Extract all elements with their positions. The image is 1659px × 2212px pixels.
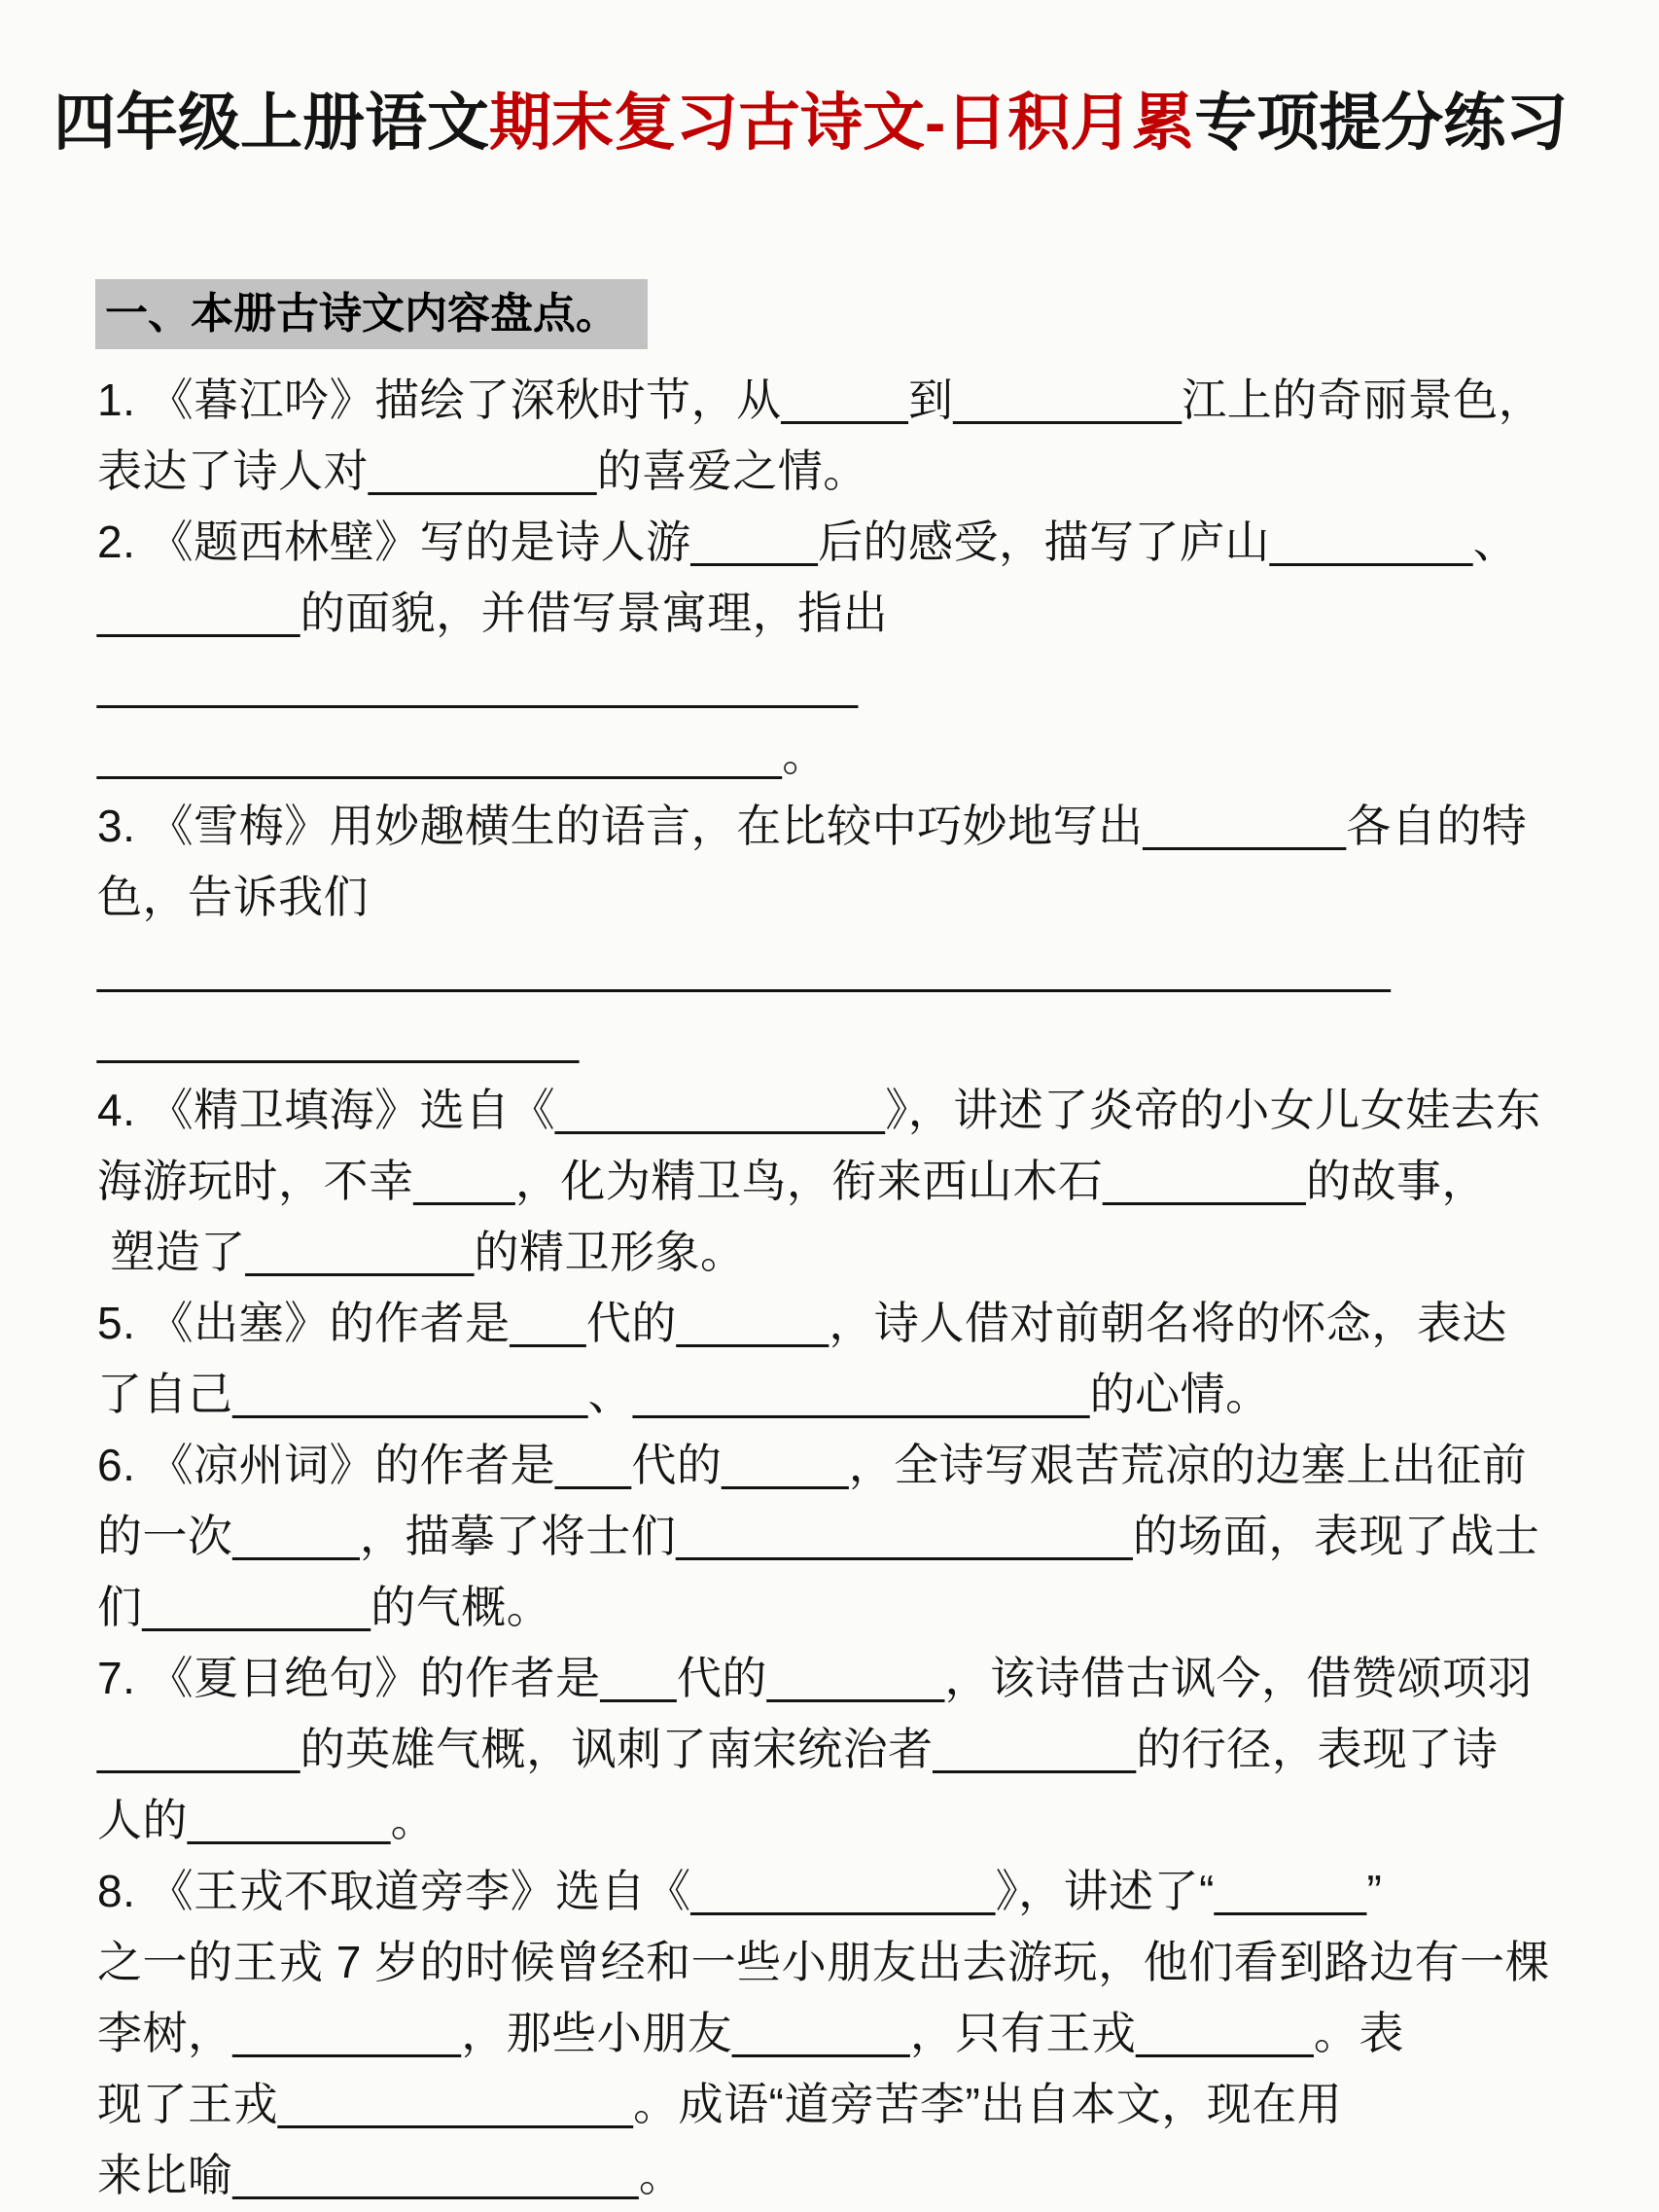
- worksheet-line: 的一次_____，描摹了将士们__________________的场面，表现了战士: [97, 1511, 1540, 1561]
- worksheet-line: 了自己______________、__________________的心情。: [97, 1369, 1271, 1419]
- worksheet-line: ________的英雄气概，讽刺了南宋统治者________的行径，表现了诗: [97, 1724, 1499, 1774]
- worksheet-line: ___________________________。: [97, 730, 828, 780]
- worksheet-line: 海游玩时，不幸____，化为精卫鸟，衔来西山木石________的故事，: [97, 1156, 1487, 1206]
- title-part-black-2: 专项提分练习: [1194, 88, 1569, 158]
- worksheet-line: 1. 《暮江吟》描绘了深秋时节，从_____到_________江上的奇丽景色，: [97, 375, 1544, 425]
- worksheet-line: 6. 《凉州词》的作者是___代的_____，全诗写艰苦荒凉的边塞上出征前: [97, 1440, 1528, 1490]
- worksheet-line: ________的面貌，并借写景寓理，指出______________________________: [97, 588, 889, 709]
- worksheet-line: 2. 《题西林壁》写的是诗人游_____后的感受，描写了庐山________、: [97, 517, 1519, 567]
- worksheet-line: 来比喻________________。: [97, 2150, 685, 2200]
- worksheet-line: 李树，_________，那些小朋友_______，只有王戎_______。表: [97, 2008, 1404, 2058]
- worksheet-line: 3. 《雪梅》用妙趣横生的语言，在比较中巧妙地写出________各自的特: [97, 801, 1528, 851]
- worksheet-line: ___________________: [97, 1014, 580, 1064]
- worksheet-line: 5. 《出塞》的作者是___代的______，诗人借对前朝名将的怀念，表达: [97, 1298, 1507, 1348]
- page-title: [53, 83, 1630, 162]
- worksheet-line: 8. 《王戎不取道旁李》选自《____________》，讲述了“______”: [97, 1866, 1383, 1916]
- worksheet-line: 7. 《夏日绝句》的作者是___代的_______，该诗借古讽今，借赞颂项羽: [97, 1653, 1533, 1703]
- worksheet-line: 色，告诉我们___________________________________________________: [97, 872, 1392, 993]
- worksheet-line: 之一的王戎 7 岁的时候曾经和一些小朋友出去游玩，他们看到路边有一棵: [97, 1937, 1551, 1987]
- worksheet-line: 表达了诗人对_________的喜爱之情。: [97, 446, 868, 496]
- worksheet-line: 现了王戎______________。成语“道旁苦李”出自本文，现在用: [97, 2079, 1343, 2129]
- worksheet-line: 4. 《精卫填海》选自《_____________》，讲述了炎帝的小女儿女娃去东: [97, 1085, 1541, 1135]
- worksheet-line: 们_________的气概。: [97, 1582, 552, 1632]
- worksheet-line: 人的________。: [97, 1795, 437, 1845]
- title-part-black-1: 四年级上册语文: [53, 88, 489, 158]
- worksheet-line: 塑造了_________的精卫形象。: [97, 1227, 746, 1277]
- title-part-red: 期末复习古诗文-日积月累: [489, 88, 1195, 158]
- worksheet-items: [97, 365, 1591, 2211]
- section-header: 一、本册古诗文内容盘点。: [95, 279, 648, 349]
